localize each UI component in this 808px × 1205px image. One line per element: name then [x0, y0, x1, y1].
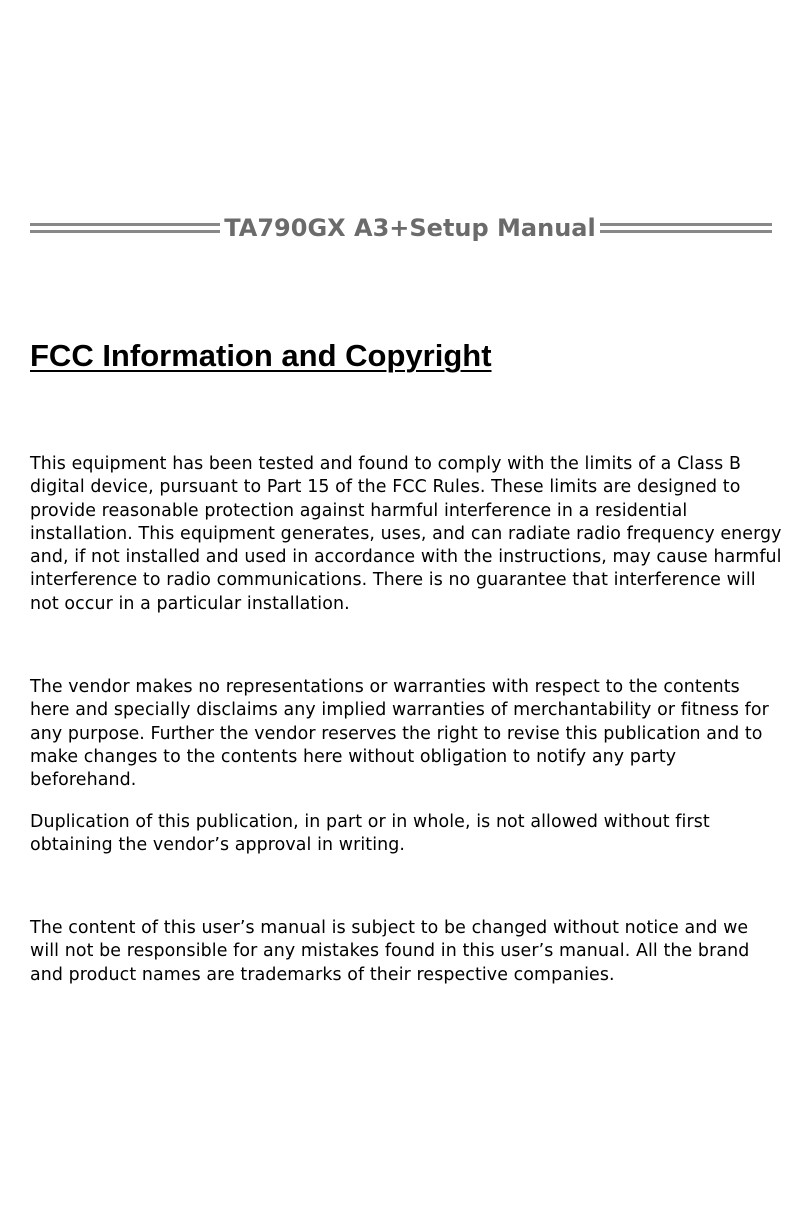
header-rule-line — [600, 230, 772, 233]
header-rule-line — [30, 223, 220, 226]
running-header — [30, 213, 772, 243]
header-rule-line — [30, 230, 220, 233]
header-title: TA790GX A3+Setup Manual — [224, 214, 596, 242]
duplication-paragraph: Duplication of this publication, in part or in whole, is not allowed without first obtaining the vendor’s approval in writing. — [30, 812, 710, 856]
trademark-paragraph: The content of this user’s manual is subject to be changed without notice and we will not be responsible for any mistakes found in this user’s manual. All the brand and product names are trademarks of their respective companies. — [30, 918, 750, 985]
header-rule-line — [600, 223, 772, 226]
fcc-compliance-paragraph: This equipment has been tested and found to comply with the limits of a Class B digital device, pursuant to Part 15 of the FCC Rules. These limits are designed to provide reasonable protection against harmful interference in a residential installation. This equipment generates, uses, and can radiate radio frequency energy and, if not installed and used in accordance with the instructions, may cause harmful interference to radio communications. There is no guarantee that interference will not occur in a particular installation. — [30, 454, 782, 614]
warranty-disclaimer-paragraph: The vendor makes no representations or warranties with respect to the contents here and specially disclaims any implied warranties of merchantability or fitness for any purpose. Further the vendor reserves the right to revise this publication and to make changes to the contents here without obligation to notify any party beforehand. — [30, 677, 769, 791]
header-rule-right — [600, 223, 772, 233]
section-title: FCC Information and Copyright — [30, 338, 492, 373]
header-rule-left — [30, 223, 220, 233]
